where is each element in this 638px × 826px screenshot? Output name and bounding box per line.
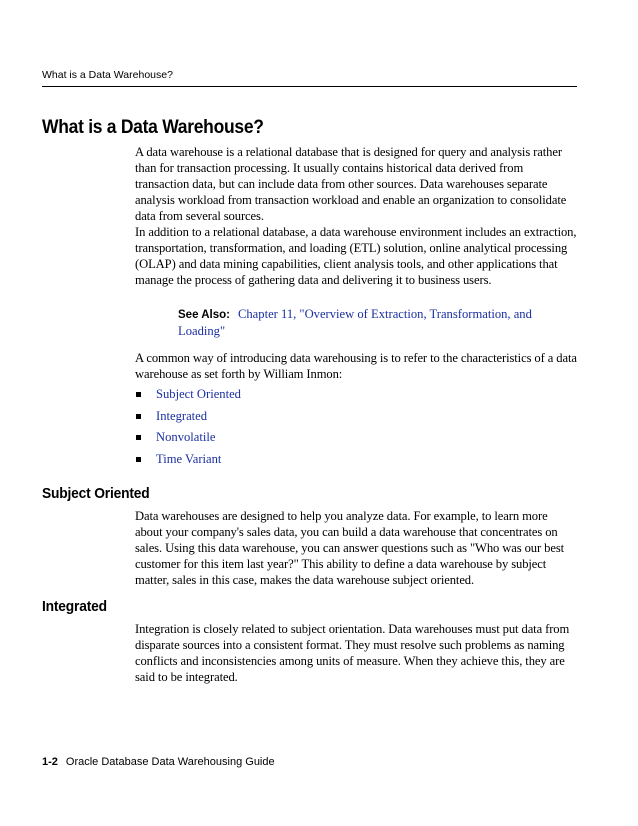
list-item	[135, 386, 241, 408]
see-also-note	[178, 306, 538, 339]
integrated-paragraph: Integration is closely related to subject orientation. Data warehouses must put data from disparate sources into a consistent format. They must resolve such problems as naming conflicts and inconsistencies among units of measure. When they achieve this, they are said to be integrated.	[135, 622, 570, 684]
heading-subject-oriented: Subject Oriented	[42, 485, 150, 502]
page-number: 1-2	[42, 756, 58, 768]
page-footer	[42, 756, 275, 768]
book-title: Oracle Database Data Warehousing Guide	[65, 756, 275, 768]
bullet-square-icon	[136, 392, 141, 397]
bullet-square-icon	[136, 457, 141, 462]
list-item	[135, 408, 241, 430]
link-subject-oriented[interactable]: Subject Oriented	[156, 387, 241, 401]
intro-paragraph-1: A data warehouse is a relational database that is designed for query and analysis rather than for transaction processing. It usually contains historical data derived from transaction data, but can include data from other sources. Data warehouses separate analysis workload from transaction workload and enable an organization to consolidate data from several sources.	[135, 145, 567, 223]
list-item	[135, 429, 241, 451]
page-title: What is a Data Warehouse?	[42, 117, 264, 138]
characteristics-list	[135, 386, 241, 472]
subject-oriented-paragraph: Data warehouses are designed to help you analyze data. For example, to learn more about your company's sales data, you can build a data warehouse that concentrates on sales. Using this data warehouse, you can answer questions such as "Who was our best customer for this item last year?" This ability to define a data warehouse by subject matter, sales in this case, makes the data warehouse subject oriented.	[135, 509, 565, 587]
link-nonvolatile[interactable]: Nonvolatile	[156, 430, 216, 444]
link-time-variant[interactable]: Time Variant	[156, 451, 222, 466]
bullet-square-icon	[136, 414, 141, 419]
inmon-paragraph: A common way of introducing data warehousing is to refer to the characteristics of a data warehouse as set forth by William Inmon:	[135, 351, 577, 381]
bullet-square-icon	[136, 435, 141, 440]
intro-paragraph-2: In addition to a relational database, a data warehouse environment includes an extraction, transportation, transformation, and loading (ETL) solution, online analytical processing (OLAP) and data mining capabilities, client analysis tools, and other applications that manage the process of gathering data and delivering it to business users.	[135, 225, 577, 287]
header-divider	[42, 86, 577, 87]
running-header: What is a Data Warehouse?	[42, 69, 173, 81]
link-integrated[interactable]: Integrated	[156, 408, 208, 423]
list-item	[135, 451, 241, 473]
heading-integrated: Integrated	[42, 598, 107, 615]
see-also-label: See Also:	[178, 309, 230, 321]
see-also-link[interactable]: Chapter 11, "Overview of Extraction, Transformation, and Loading"	[178, 307, 532, 338]
